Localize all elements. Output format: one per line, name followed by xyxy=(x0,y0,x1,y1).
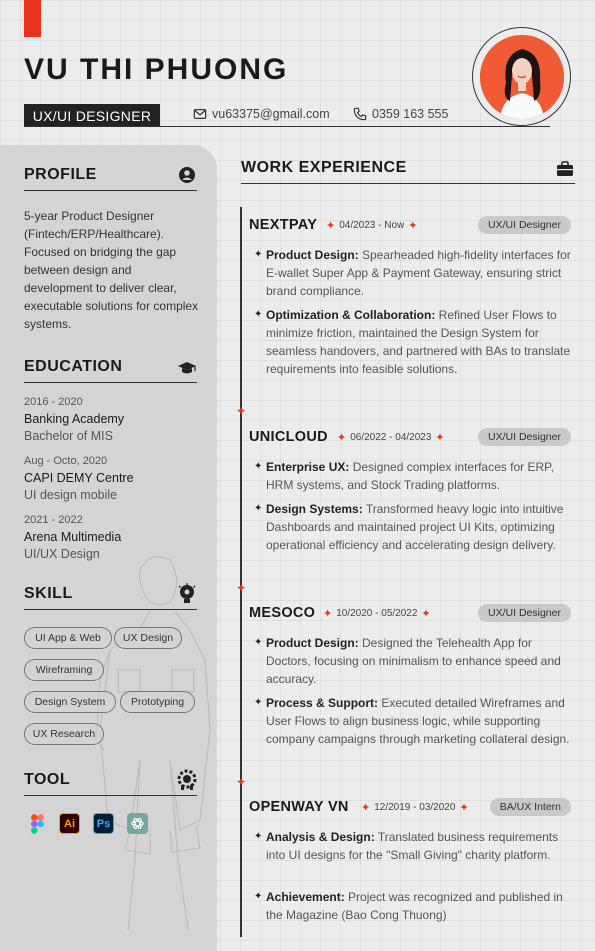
bullet-star-icon: ✦ xyxy=(254,309,263,320)
timeline-line xyxy=(240,207,242,937)
job-date xyxy=(361,801,469,814)
illustrator-icon: Ai xyxy=(59,813,80,834)
avatar xyxy=(480,35,564,119)
skill-chip: Prototyping xyxy=(120,691,195,713)
education-school: CAPI DEMY Centre xyxy=(24,471,134,485)
sparkle-icon: ✦ xyxy=(435,432,445,444)
bullet-lead: Process & Support: xyxy=(266,696,379,710)
job-bullet xyxy=(254,458,574,494)
job-date-text: 04/2023 - Now xyxy=(339,220,405,231)
timeline-star-icon: ✦ xyxy=(235,581,247,595)
skill-chip: UX Design xyxy=(114,627,182,649)
bullet-lead: Enterprise UX: xyxy=(266,460,350,474)
role-badge: UX/UI DESIGNER xyxy=(24,104,160,127)
timeline-star-icon: ✦ xyxy=(235,404,247,418)
sparkle-icon: ✦ xyxy=(361,802,371,814)
sparkle-icon: ✦ xyxy=(323,608,333,620)
bullet-text: Spearheaded high-fidelity interfaces for E-wallet Super App & Payment Gateway, ensuring strict brand compliance. xyxy=(266,248,571,298)
bullet-text: Project was recognized and published in the Magazine (Bao Cong Thuong) xyxy=(266,890,563,922)
header-divider xyxy=(24,126,550,127)
bullet-star-icon: ✦ xyxy=(254,891,263,902)
bullet-lead: Optimization & Collaboration: xyxy=(266,308,436,322)
avatar-frame xyxy=(472,27,571,126)
chatgpt-icon xyxy=(127,813,148,834)
sparkle-icon: ✦ xyxy=(326,220,336,232)
job-bullet xyxy=(254,500,574,554)
timeline-star-icon: ✦ xyxy=(235,775,247,789)
education-school: Arena Multimedia xyxy=(24,530,122,544)
graduation-cap-icon xyxy=(177,359,197,377)
phone-text: 0359 163 555 xyxy=(372,107,449,121)
job-bullet xyxy=(254,694,574,748)
bullet-text: Executed detailed Wireframes and User Flows to align business logic, while supporting company campaigns through marketing collateral design. xyxy=(266,696,570,746)
bullet-star-icon: ✦ xyxy=(254,637,263,648)
sparkle-icon: ✦ xyxy=(459,802,469,814)
bullet-lead: Analysis & Design: xyxy=(266,830,375,844)
photoshop-icon: Ps xyxy=(93,813,114,834)
job-date xyxy=(326,219,417,232)
bullet-star-icon: ✦ xyxy=(254,831,263,842)
education-date: 2021 - 2022 xyxy=(24,514,83,526)
bullet-star-icon: ✦ xyxy=(254,503,263,514)
education-item xyxy=(24,453,204,504)
job-company: UNICLOUD xyxy=(249,429,328,445)
person-name: VU THI PHUONG xyxy=(24,53,289,86)
sparkle-icon: ✦ xyxy=(337,432,347,444)
mail-icon xyxy=(193,107,207,121)
profile-summary: 5-year Product Designer (Fintech/ERP/Healthcare). Focused on bridging the gap between design and development to deliver clear, executable solutions for complex systems. xyxy=(24,209,199,331)
bullet-text: Translated business requirements into UI designs for the "Small Giving" charity platform. xyxy=(266,830,559,862)
work-divider xyxy=(241,183,575,184)
skill-chip: UI App & Web xyxy=(24,627,112,649)
profile-divider xyxy=(24,190,197,191)
education-item xyxy=(24,512,204,563)
job-date xyxy=(323,607,431,620)
skill-heading: SKILL xyxy=(24,585,73,602)
education-date: 2016 - 2020 xyxy=(24,396,83,408)
job-company: MESOCO xyxy=(249,605,316,621)
skill-chip: UX Research xyxy=(24,723,104,745)
email-text: vu63375@gmail.com xyxy=(212,107,330,121)
bullet-star-icon: ✦ xyxy=(254,249,263,260)
figma-icon xyxy=(27,813,48,834)
job-date-text: 12/2019 - 03/2020 xyxy=(374,802,456,813)
skill-divider xyxy=(24,609,197,610)
skill-chip: Wireframing xyxy=(24,659,104,681)
lightbulb-gear-icon xyxy=(177,583,197,605)
portrait-illustration xyxy=(480,35,564,119)
skill-chip: Design System xyxy=(24,691,116,713)
job-role-badge: UX/UI Designer xyxy=(478,604,571,622)
job-date-text: 10/2020 - 05/2022 xyxy=(336,608,418,619)
bullet-star-icon: ✦ xyxy=(254,697,263,708)
job-role-badge: BA/UX Intern xyxy=(490,798,571,816)
bullet-text: Refined User Flows to minimize friction, maintained the Design System for seamless handovers, and partnered with BAs to translate requirements into feasible solutions. xyxy=(266,308,571,376)
profile-heading: PROFILE xyxy=(24,166,97,183)
education-school: Banking Academy xyxy=(24,412,125,426)
education-heading: EDUCATION xyxy=(24,358,123,375)
job-role-badge: UX/UI Designer xyxy=(478,428,571,446)
bullet-text: Designed the Telehealth App for Doctors, focusing on minimalism to enhance speed and accuracy. xyxy=(266,636,561,686)
education-degree: Bachelor of MIS xyxy=(24,429,113,443)
bullet-lead: Design Systems: xyxy=(266,502,363,516)
tool-divider xyxy=(24,795,197,796)
job-bullet xyxy=(254,828,574,864)
bullet-lead: Product Design: xyxy=(266,248,359,262)
bullet-text: Transformed heavy logic into intuitive Dashboards and maintained project UI Kits, optimizing operational efficiency and accelerating design delivery. xyxy=(266,502,564,552)
job-date xyxy=(337,431,445,444)
job-bullet xyxy=(254,634,574,688)
tool-heading: TOOL xyxy=(24,771,71,788)
sparkle-icon: ✦ xyxy=(408,220,418,232)
user-icon xyxy=(178,166,196,184)
phone-contact[interactable] xyxy=(353,107,448,121)
tools-gear-icon xyxy=(177,769,197,791)
email-contact[interactable] xyxy=(193,107,330,121)
education-degree: UI/UX Design xyxy=(24,547,100,561)
bullet-lead: Product Design: xyxy=(266,636,359,650)
job-bullet xyxy=(254,888,574,924)
sparkle-icon: ✦ xyxy=(421,608,431,620)
job-role-badge: UX/UI Designer xyxy=(478,216,571,234)
bullet-lead: Achievement: xyxy=(266,890,345,904)
bullet-text: Designed complex interfaces for ERP, HRM systems, and Stock Trading platforms. xyxy=(266,460,554,492)
phone-icon xyxy=(353,107,367,121)
job-company: OPENWAY VN xyxy=(249,799,349,815)
job-date-text: 06/2022 - 04/2023 xyxy=(350,432,432,443)
work-heading: WORK EXPERIENCE xyxy=(241,159,407,176)
accent-tab xyxy=(24,0,41,37)
bullet-star-icon: ✦ xyxy=(254,461,263,472)
education-item xyxy=(24,394,204,445)
education-divider xyxy=(24,382,197,383)
job-bullet xyxy=(254,306,574,378)
briefcase-icon xyxy=(556,160,574,178)
education-degree: UI design mobile xyxy=(24,488,118,502)
job-company: NEXTPAY xyxy=(249,217,318,233)
job-bullet xyxy=(254,246,574,300)
education-date: Aug - Octo, 2020 xyxy=(24,455,108,467)
